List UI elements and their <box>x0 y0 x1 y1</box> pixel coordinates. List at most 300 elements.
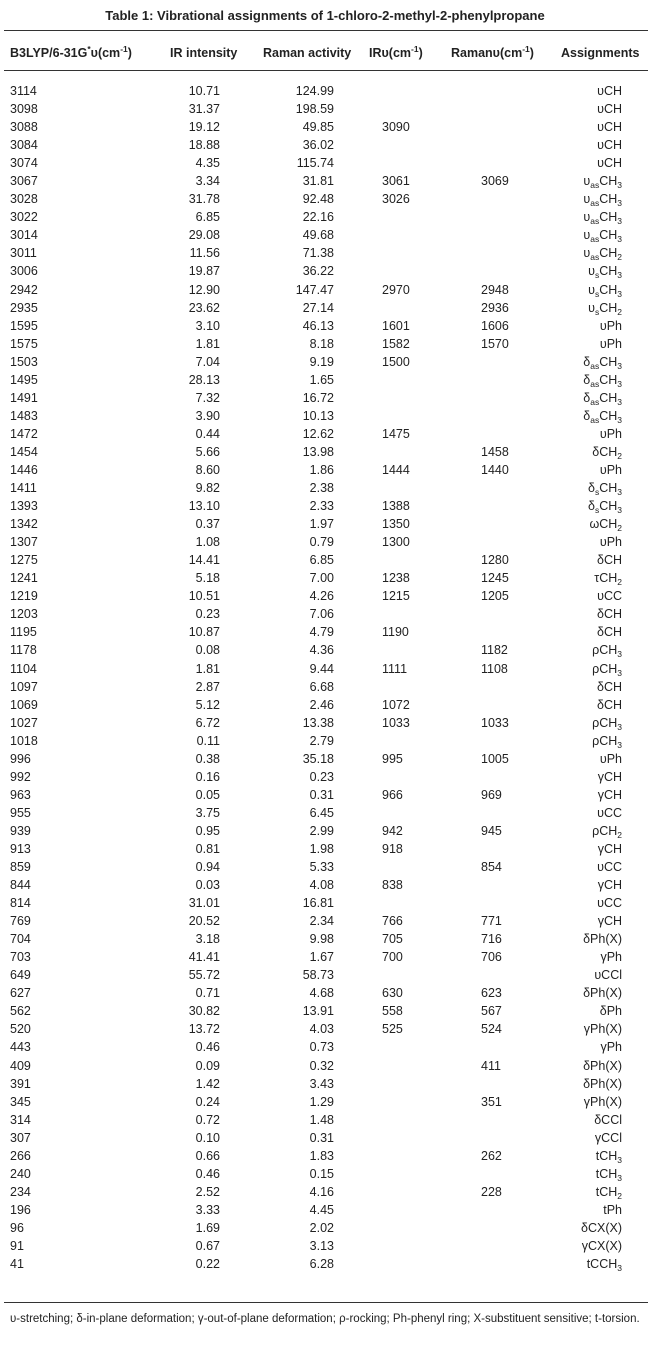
b3lyp-frequency-cell: 1104 <box>10 661 37 676</box>
raman-activity-cell: 6.28 <box>309 1257 334 1272</box>
raman-frequency-cell: 969 <box>481 787 502 802</box>
raman-activity-cell: 1.97 <box>309 517 334 532</box>
table-row <box>0 732 650 750</box>
table-header-rule <box>4 70 648 71</box>
table-row <box>0 1129 650 1147</box>
ir-intensity-cell: 13.10 <box>188 499 220 514</box>
raman-frequency-cell: 2936 <box>481 300 509 315</box>
raman-activity-cell: 2.33 <box>309 499 334 514</box>
assignment-cell: $\upsilon_sCH_2$ <box>588 300 622 317</box>
b3lyp-frequency-cell: 1069 <box>10 697 38 712</box>
ir-frequency-cell: 700 <box>382 950 403 965</box>
b3lyp-frequency-cell: 1491 <box>10 390 38 405</box>
assignment-cell: δCH <box>596 697 622 712</box>
ir-intensity-cell: 20.52 <box>188 914 220 929</box>
ir-intensity-cell: 0.10 <box>195 1130 220 1145</box>
assignment-cell: $\upsilon_sCH_3$ <box>588 264 622 281</box>
assignment-cell: υPh <box>599 751 622 766</box>
raman-activity-cell: 1.83 <box>309 1148 334 1163</box>
ir-frequency-cell: 1388 <box>382 499 410 514</box>
table-row <box>0 660 650 678</box>
b3lyp-frequency-cell: 443 <box>10 1040 31 1055</box>
raman-activity-cell: 0.15 <box>309 1166 334 1181</box>
table-row <box>0 190 650 208</box>
assignment-cell: $\delta_{as}CH_3$ <box>583 372 622 389</box>
raman-activity-cell: 46.13 <box>302 318 334 333</box>
b3lyp-frequency-cell: 196 <box>10 1202 31 1217</box>
assignment-cell: δPh(X) <box>583 986 622 1001</box>
ir-intensity-cell: 28.13 <box>188 372 220 387</box>
raman-activity-cell: 10.13 <box>302 408 334 423</box>
ir-intensity-cell: 0.72 <box>195 1112 220 1127</box>
raman-activity-cell: 5.33 <box>309 860 334 875</box>
raman-activity-cell: 4.26 <box>309 589 334 604</box>
ir-intensity-cell: 55.72 <box>188 968 220 983</box>
raman-activity-cell: 13.38 <box>302 715 334 730</box>
ir-intensity-cell: 5.66 <box>195 444 220 459</box>
assignment-cell: $\delta_{as}CH_3$ <box>583 408 622 425</box>
b3lyp-frequency-cell: 1503 <box>10 354 38 369</box>
table-row <box>0 1219 650 1237</box>
raman-frequency-cell: 1005 <box>481 751 509 766</box>
b3lyp-frequency-cell: 3114 <box>10 84 37 98</box>
raman-activity-cell: 6.68 <box>309 679 334 694</box>
raman-activity-cell: 13.98 <box>302 444 334 459</box>
b3lyp-frequency-cell: 3022 <box>10 210 38 225</box>
ir-frequency-cell: 3026 <box>382 192 410 207</box>
b3lyp-frequency-cell: 91 <box>10 1239 24 1253</box>
assignment-cell: ρCH$_3$ <box>592 661 622 678</box>
assignment-cell: υPh <box>599 318 622 333</box>
b3lyp-frequency-cell: 996 <box>10 751 31 766</box>
assignment-cell: δCH$_2$ <box>592 444 622 461</box>
table-row <box>0 984 650 1002</box>
table-row <box>0 1038 650 1056</box>
ir-frequency-cell: 838 <box>382 878 403 893</box>
b3lyp-frequency-cell: 1342 <box>10 517 38 532</box>
raman-frequency-cell: 3069 <box>481 174 509 189</box>
raman-activity-cell: 71.38 <box>302 246 334 261</box>
table-row <box>0 136 650 154</box>
ir-frequency-cell: 1444 <box>382 462 410 477</box>
ir-intensity-cell: 2.52 <box>195 1184 220 1199</box>
b3lyp-frequency-cell: 1018 <box>10 733 38 748</box>
table-row <box>0 912 650 930</box>
ir-intensity-cell: 0.71 <box>195 986 220 1001</box>
ir-intensity-cell: 2.87 <box>195 679 220 694</box>
assignment-cell: τCH$_2$ <box>594 571 622 588</box>
table-row <box>0 1075 650 1093</box>
ir-intensity-cell: 30.82 <box>188 1004 220 1019</box>
table-row <box>0 804 650 822</box>
ir-intensity-cell: 7.32 <box>195 390 220 405</box>
assignment-cell: tCH$_3$ <box>595 1148 622 1165</box>
assignment-cell: ωCH$_2$ <box>589 517 622 534</box>
table-row <box>0 696 650 714</box>
raman-activity-cell: 1.98 <box>309 841 334 856</box>
table-row <box>0 1237 650 1255</box>
table-row <box>0 299 650 317</box>
ir-frequency-cell: 1238 <box>382 571 410 586</box>
table-title: Table 1: Vibrational assignments of 1-chloro-2-methyl-2-phenylpropane <box>105 8 545 23</box>
table-row <box>0 750 650 768</box>
raman-frequency-cell: 1440 <box>481 462 509 477</box>
ir-intensity-cell: 0.08 <box>195 643 220 658</box>
table-row <box>0 515 650 533</box>
b3lyp-frequency-cell: 409 <box>10 1058 31 1073</box>
raman-activity-cell: 6.45 <box>309 805 334 820</box>
raman-activity-cell: 0.31 <box>309 787 334 802</box>
table-header <box>0 46 650 62</box>
table-row <box>0 587 650 605</box>
raman-activity-cell: 8.18 <box>309 336 334 351</box>
raman-activity-cell: 2.02 <box>309 1220 334 1235</box>
ir-intensity-cell: 5.18 <box>195 571 220 586</box>
raman-activity-cell: 27.14 <box>302 300 334 315</box>
raman-activity-cell: 1.65 <box>309 372 334 387</box>
assignment-cell: δCH <box>596 679 622 694</box>
ir-intensity-cell: 0.24 <box>195 1094 220 1109</box>
assignment-cell: υCH <box>597 120 622 135</box>
ir-intensity-cell: 6.85 <box>195 210 220 225</box>
b3lyp-frequency-cell: 1393 <box>10 499 38 514</box>
assignment-cell: γPh(X) <box>583 1094 622 1109</box>
table-row <box>0 569 650 587</box>
ir-intensity-cell: 0.66 <box>195 1148 220 1163</box>
ir-intensity-cell: 8.60 <box>195 462 220 477</box>
table-row <box>0 154 650 172</box>
table-row <box>0 786 650 804</box>
ir-intensity-cell: 12.90 <box>188 282 220 297</box>
ir-frequency-cell: 3090 <box>382 120 410 135</box>
ir-intensity-cell: 0.46 <box>195 1166 220 1181</box>
table-row <box>0 930 650 948</box>
table-row <box>0 1165 650 1183</box>
raman-activity-cell: 7.06 <box>309 607 334 622</box>
assignment-cell: υCH <box>597 156 622 171</box>
assignment-cell: γCH <box>597 769 622 784</box>
b3lyp-frequency-cell: 627 <box>10 986 31 1001</box>
assignment-cell: υCH <box>597 138 622 153</box>
b3lyp-frequency-cell: 1241 <box>10 571 38 586</box>
header-raman-activity: Raman activity <box>263 46 352 60</box>
ir-intensity-cell: 0.38 <box>195 751 220 766</box>
raman-frequency-cell: 623 <box>481 986 502 1001</box>
raman-frequency-cell: 1033 <box>481 715 509 730</box>
header-b3lyp-frequency: $B3LYP/6-31G^*\upsilon(cm^{-1})$ <box>10 44 132 60</box>
table-row <box>0 208 650 226</box>
assignment-cell: γPh <box>600 1040 622 1055</box>
b3lyp-frequency-cell: 1275 <box>10 553 38 568</box>
raman-frequency-cell: 1570 <box>481 336 509 351</box>
b3lyp-frequency-cell: 1219 <box>10 589 38 604</box>
b3lyp-frequency-cell: 859 <box>10 860 31 875</box>
ir-intensity-cell: 0.37 <box>195 517 220 532</box>
assignment-cell: $\upsilon_sCH_3$ <box>588 282 622 299</box>
b3lyp-frequency-cell: 1495 <box>10 372 38 387</box>
b3lyp-frequency-cell: 3088 <box>10 120 38 135</box>
raman-activity-cell: 58.73 <box>302 968 334 983</box>
b3lyp-frequency-cell: 1446 <box>10 462 38 477</box>
ir-intensity-cell: 3.90 <box>195 408 220 423</box>
raman-activity-cell: 22.16 <box>302 210 334 225</box>
raman-activity-cell: 16.81 <box>302 896 334 911</box>
raman-frequency-cell: 262 <box>481 1148 502 1163</box>
table-row <box>0 443 650 461</box>
raman-activity-cell: 0.73 <box>309 1040 334 1055</box>
ir-intensity-cell: 1.69 <box>195 1220 220 1235</box>
raman-frequency-cell: 228 <box>481 1184 502 1199</box>
ir-intensity-cell: 10.87 <box>188 625 220 640</box>
b3lyp-frequency-cell: 2935 <box>10 300 38 315</box>
b3lyp-frequency-cell: 939 <box>10 823 31 838</box>
ir-frequency-cell: 1033 <box>382 715 410 730</box>
raman-frequency-cell: 1182 <box>481 643 508 658</box>
raman-activity-cell: 12.62 <box>302 426 334 441</box>
ir-intensity-cell: 0.03 <box>195 878 220 893</box>
table-row <box>0 641 650 659</box>
b3lyp-frequency-cell: 844 <box>10 878 31 893</box>
ir-intensity-cell: 3.18 <box>195 932 220 947</box>
ir-frequency-cell: 630 <box>382 986 403 1001</box>
assignment-cell: υPh <box>599 336 622 351</box>
b3lyp-frequency-cell: 2942 <box>10 282 38 297</box>
raman-activity-cell: 124.99 <box>295 84 334 98</box>
ir-intensity-cell: 0.05 <box>195 787 220 802</box>
b3lyp-frequency-cell: 1472 <box>10 426 38 441</box>
raman-activity-cell: 198.59 <box>295 102 334 117</box>
b3lyp-frequency-cell: 769 <box>10 914 31 929</box>
assignment-cell: $\upsilon_{as}CH_3$ <box>583 210 622 227</box>
table-row <box>0 1201 650 1219</box>
table-row <box>0 371 650 389</box>
table-row <box>0 533 650 551</box>
ir-intensity-cell: 14.41 <box>188 553 220 568</box>
ir-intensity-cell: 41.41 <box>188 950 220 965</box>
ir-frequency-cell: 558 <box>382 1004 403 1019</box>
b3lyp-frequency-cell: 992 <box>10 769 31 784</box>
raman-frequency-cell: 706 <box>481 950 502 965</box>
raman-activity-cell: 3.13 <box>309 1239 334 1253</box>
raman-activity-cell: 9.19 <box>309 354 334 369</box>
b3lyp-frequency-cell: 1195 <box>10 625 37 640</box>
assignment-cell: $\upsilon_{as}CH_3$ <box>583 174 622 191</box>
ir-frequency-cell: 1601 <box>382 318 410 333</box>
header-ir-intensity: IR intensity <box>170 46 238 60</box>
ir-frequency-cell: 3061 <box>382 174 410 189</box>
table-row <box>0 1255 650 1273</box>
b3lyp-frequency-cell: 307 <box>10 1130 31 1145</box>
table-row <box>0 840 650 858</box>
assignment-cell: δCX(X) <box>581 1220 622 1235</box>
raman-activity-cell: 2.99 <box>309 823 334 838</box>
raman-activity-cell: 92.48 <box>302 192 334 207</box>
assignment-cell: γPh <box>600 950 622 965</box>
table-row <box>0 335 650 353</box>
ir-frequency-cell: 995 <box>382 751 403 766</box>
raman-activity-cell: 13.91 <box>302 1004 334 1019</box>
ir-intensity-cell: 0.46 <box>195 1040 220 1055</box>
ir-intensity-cell: 31.01 <box>188 896 220 911</box>
ir-intensity-cell: 0.81 <box>195 841 220 856</box>
b3lyp-frequency-cell: 3098 <box>10 102 38 117</box>
b3lyp-frequency-cell: 41 <box>10 1257 24 1272</box>
table-bottom-rule <box>4 1302 648 1303</box>
b3lyp-frequency-cell: 3028 <box>10 192 38 207</box>
ir-intensity-cell: 1.81 <box>195 336 220 351</box>
b3lyp-frequency-cell: 391 <box>10 1076 31 1091</box>
b3lyp-frequency-cell: 562 <box>10 1004 31 1019</box>
table-row <box>0 317 650 335</box>
ir-intensity-cell: 4.35 <box>195 156 220 171</box>
ir-frequency-cell: 525 <box>382 1022 403 1037</box>
raman-activity-cell: 49.85 <box>302 120 334 135</box>
assignment-cell: $\upsilon_{as}CH_3$ <box>583 192 622 209</box>
ir-intensity-cell: 3.75 <box>195 805 220 820</box>
b3lyp-frequency-cell: 3067 <box>10 174 38 189</box>
assignment-cell: δCH <box>596 625 622 640</box>
raman-activity-cell: 147.47 <box>295 282 334 297</box>
b3lyp-frequency-cell: 1027 <box>10 715 38 730</box>
table-row <box>0 1111 650 1129</box>
ir-intensity-cell: 5.12 <box>195 697 220 712</box>
ir-intensity-cell: 1.08 <box>195 535 220 550</box>
raman-activity-cell: 6.85 <box>309 553 334 568</box>
assignment-cell: γCH <box>597 787 622 802</box>
table-row <box>0 1057 650 1075</box>
assignment-cell: υCH <box>597 84 622 98</box>
table-row <box>0 244 650 262</box>
assignment-cell: tCCH$_3$ <box>586 1257 622 1274</box>
assignment-cell: υPh <box>599 535 622 550</box>
assignment-cell: tCH$_3$ <box>595 1166 622 1183</box>
raman-activity-cell: 36.02 <box>302 138 334 153</box>
raman-activity-cell: 4.36 <box>309 643 334 658</box>
ir-frequency-cell: 1190 <box>382 625 409 640</box>
raman-frequency-cell: 854 <box>481 860 502 875</box>
assignment-cell: $\delta_{as}CH_3$ <box>583 390 622 407</box>
header-ir-frequency: $IR\upsilon(cm^{-1})$ <box>369 44 423 60</box>
table-row <box>0 1002 650 1020</box>
assignment-cell: υCC <box>597 805 622 820</box>
raman-frequency-cell: 524 <box>481 1022 502 1037</box>
b3lyp-frequency-cell: 266 <box>10 1148 31 1163</box>
raman-frequency-cell: 1205 <box>481 589 509 604</box>
ir-intensity-cell: 0.95 <box>195 823 220 838</box>
ir-frequency-cell: 766 <box>382 914 403 929</box>
ir-intensity-cell: 0.67 <box>195 1239 220 1253</box>
b3lyp-frequency-cell: 1307 <box>10 535 38 550</box>
raman-activity-cell: 4.45 <box>309 1202 334 1217</box>
assignment-cell: γCH <box>597 914 622 929</box>
raman-frequency-cell: 1458 <box>481 444 509 459</box>
raman-activity-cell: 4.03 <box>309 1022 334 1037</box>
b3lyp-frequency-cell: 314 <box>10 1112 31 1127</box>
ir-intensity-cell: 0.44 <box>195 426 220 441</box>
table-row <box>0 822 650 840</box>
table-row <box>0 100 650 118</box>
assignment-cell: υCH <box>597 102 622 117</box>
table-row <box>0 82 650 100</box>
assignment-cell: $\upsilon_{as}CH_2$ <box>583 246 622 263</box>
ir-intensity-cell: 3.33 <box>195 1202 220 1217</box>
table-row <box>0 1020 650 1038</box>
table-row <box>0 281 650 299</box>
ir-intensity-cell: 3.10 <box>195 318 220 333</box>
b3lyp-frequency-cell: 955 <box>10 805 31 820</box>
ir-intensity-cell: 10.71 <box>188 84 220 98</box>
assignment-cell: δCH <box>596 607 622 622</box>
raman-frequency-cell: 771 <box>481 914 502 929</box>
table-row <box>0 1147 650 1165</box>
ir-intensity-cell: 18.88 <box>188 138 220 153</box>
table-row <box>0 966 650 984</box>
b3lyp-frequency-cell: 240 <box>10 1166 31 1181</box>
raman-frequency-cell: 567 <box>481 1004 502 1019</box>
b3lyp-frequency-cell: 3074 <box>10 156 38 171</box>
assignment-cell: $\delta_sCH_3$ <box>587 499 622 516</box>
table-top-rule <box>4 30 648 31</box>
ir-intensity-cell: 0.11 <box>196 733 220 748</box>
b3lyp-frequency-cell: 520 <box>10 1022 31 1037</box>
ir-intensity-cell: 23.62 <box>188 300 220 315</box>
b3lyp-frequency-cell: 3084 <box>10 138 38 153</box>
table-row <box>0 262 650 280</box>
assignment-cell: δCH <box>596 553 622 568</box>
assignment-cell: δPh(X) <box>583 1076 622 1091</box>
table-row <box>0 497 650 515</box>
assignment-cell: υCCl <box>594 968 622 983</box>
ir-intensity-cell: 0.23 <box>195 607 220 622</box>
b3lyp-frequency-cell: 963 <box>10 787 31 802</box>
raman-activity-cell: 115.74 <box>296 156 334 171</box>
header-raman-frequency: $Raman\upsilon(cm^{-1})$ <box>451 44 534 60</box>
ir-frequency-cell: 918 <box>382 841 403 856</box>
ir-frequency-cell: 1072 <box>382 697 410 712</box>
raman-activity-cell: 9.98 <box>309 932 334 947</box>
b3lyp-frequency-cell: 1411 <box>10 481 37 496</box>
table-row <box>0 714 650 732</box>
b3lyp-frequency-cell: 3011 <box>10 246 37 261</box>
ir-frequency-cell: 1500 <box>382 354 410 369</box>
table-footnote: υ-stretching; δ-in-plane deformation; γ-out-of-plane deformation; ρ-rocking; Ph-phenyl ring; X-substituent sensitive; t-torsion. <box>10 1313 640 1325</box>
raman-activity-cell: 35.18 <box>302 751 334 766</box>
table-row <box>0 768 650 786</box>
table-body <box>0 82 650 1273</box>
b3lyp-frequency-cell: 234 <box>10 1184 31 1199</box>
ir-frequency-cell: 966 <box>382 787 403 802</box>
raman-activity-cell: 1.86 <box>309 462 334 477</box>
assignment-cell: ρCH$_3$ <box>592 715 622 732</box>
assignment-cell: ρCH$_3$ <box>592 733 622 750</box>
table-row <box>0 678 650 696</box>
raman-frequency-cell: 1245 <box>481 571 509 586</box>
raman-frequency-cell: 1606 <box>481 318 509 333</box>
ir-intensity-cell: 29.08 <box>188 228 220 243</box>
ir-frequency-cell: 1350 <box>382 517 410 532</box>
table-row <box>0 389 650 407</box>
assignment-cell: tCH$_2$ <box>595 1184 622 1201</box>
assignment-cell: γCH <box>597 878 622 893</box>
raman-frequency-cell: 411 <box>481 1058 501 1073</box>
ir-frequency-cell: 1111 <box>382 661 408 676</box>
ir-frequency-cell: 1215 <box>382 589 410 604</box>
ir-intensity-cell: 0.22 <box>195 1257 220 1272</box>
table-row <box>0 894 650 912</box>
raman-frequency-cell: 945 <box>481 823 502 838</box>
ir-intensity-cell: 13.72 <box>188 1022 220 1037</box>
raman-activity-cell: 16.72 <box>302 390 334 405</box>
